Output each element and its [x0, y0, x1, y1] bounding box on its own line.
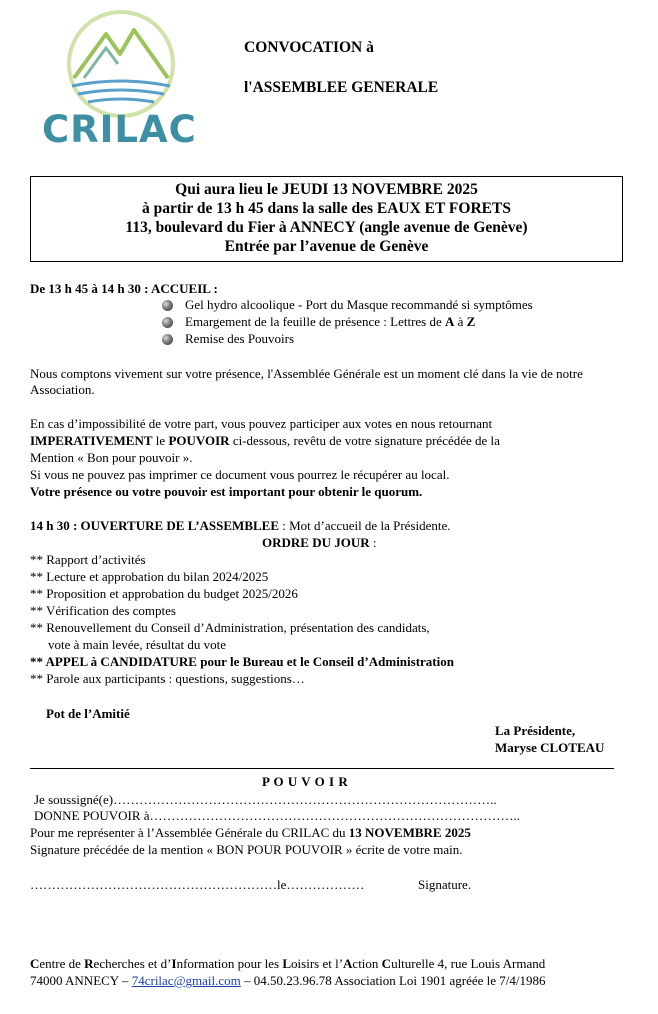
box-line-2: à partir de 13 h 45 dans la salle des EAUX ET FORETS [142, 200, 511, 217]
impossible-line-4: Si vous ne pouvez pas imprimer ce document vous pourrez le récupérer au local. [30, 467, 450, 482]
box-line-3: 113, boulevard du Fier à ANNECY (angle avenue de Genève) [125, 219, 528, 236]
bullet-icon [162, 300, 173, 311]
ordre-du-jour-heading: ORDRE DU JOUR : [262, 535, 377, 550]
form-line-representer: Pour me représenter à l’Assemblée Générale du CRILAC du 13 NOVEMBRE 2025 [30, 825, 471, 840]
form-line-date: …………………………………………………le……………… [30, 877, 365, 892]
form-line-mention: Signature précédée de la mention « BON POUR POUVOIR » écrite de votre main. [30, 842, 463, 857]
agenda-item: ** Renouvellement du Conseil d’Administration, présentation des candidats, [30, 620, 430, 635]
agenda-item: ** APPEL à CANDIDATURE pour le Bureau et le Conseil d’Administration [30, 654, 454, 669]
box-line-4: Entrée par l’avenue de Genève [224, 238, 429, 255]
email-link[interactable]: 74crilac@gmail.com [131, 973, 241, 988]
logo-text: CRILAC [42, 108, 197, 151]
form-line-donne-pouvoir: DONNE POUVOIR à………………………………………………………………………….. [34, 808, 521, 823]
impossible-line-2: IMPERATIVEMENT le POUVOIR ci-dessous, revêtu de votre signature précédée de la [30, 433, 500, 448]
agenda-item: ** Proposition et approbation du budget 2025/2026 [30, 586, 298, 601]
agenda-item: ** Lecture et approbation du bilan 2024/2025 [30, 569, 269, 584]
ouverture-line: 14 h 30 : OUVERTURE DE L’ASSEMBLEE : Mot d’accueil de la Présidente. [30, 518, 451, 533]
impossible-line-1: En cas d’impossibilité de votre part, vous pouvez participer aux votes en nous retournant [30, 416, 493, 431]
form-line-soussigne: Je soussigné(e)…………………………………………………………………………….. [34, 792, 497, 807]
agenda-item: ** Parole aux participants : questions, suggestions… [30, 671, 305, 686]
footer-line-1: Centre de Recherches et d’Information pour les Loisirs et l’Action Culturelle 4, rue Louis Armand [30, 956, 546, 971]
footer-line-2: 74000 ANNECY – 74crilac@gmail.com – 04.50.23.96.78 Association Loi 1901 agréée le 7/4/1986 [30, 973, 546, 988]
box-line-1: Qui aura lieu le JEUDI 13 NOVEMBRE 2025 [175, 181, 478, 198]
bullet-icon [162, 334, 173, 345]
agenda-item: ** Rapport d’activités [30, 552, 146, 567]
separator-line [30, 768, 614, 769]
title-line-2: l'ASSEMBLEE GENERALE [244, 79, 439, 96]
meeting-info-box [30, 176, 623, 262]
pot-amitie: Pot de l’Amitié [46, 706, 130, 721]
agenda-item-continuation: vote à main levée, résultat du vote [48, 637, 226, 652]
form-signature-label: Signature. [418, 877, 472, 892]
bullet-icon [162, 317, 173, 328]
impossible-line-3: Mention « Bon pour pouvoir ». [30, 450, 193, 465]
accueil-heading: De 13 h 45 à 14 h 30 : ACCUEIL : [30, 281, 218, 296]
quorum-line: Votre présence ou votre pouvoir est important pour obtenir le quorum. [30, 484, 423, 499]
pouvoir-title: P O U V O I R [262, 774, 349, 789]
intro-paragraph: Nous comptons vivement sur votre présence, l'Assemblée Générale est un moment clé dans la vie de notre Association. [30, 366, 583, 397]
agenda-item: ** Vérification des comptes [30, 603, 176, 618]
title-line-1: CONVOCATION à [244, 39, 374, 56]
signature-name: Maryse CLOTEAU [495, 740, 605, 755]
signature-role: La Présidente, [495, 723, 576, 738]
